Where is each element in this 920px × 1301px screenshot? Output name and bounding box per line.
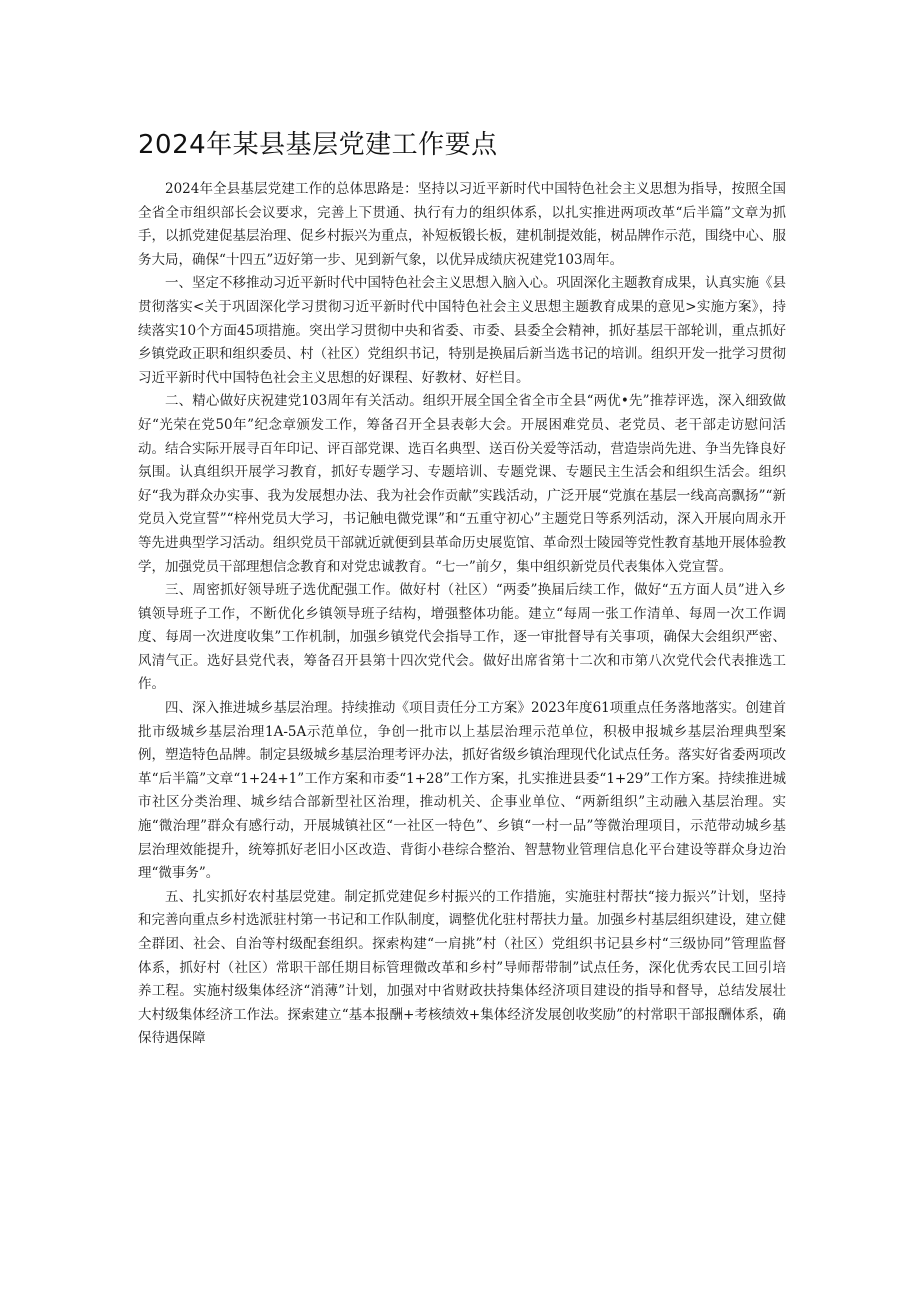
section-2-paragraph: 二、精心做好庆祝建党103周年有关活动。组织开展全国全省全市全县“两优•先”推荐评选，深入细致做好“光荣在党50年”纪念章颁发工作，筹备召开全县表彰大会。开展困难党员、老党员、老干部走访慰问活动。结合实际开展寻百年印记、评百部党课、选百名典型、送百份关爱等活动，营造崇尚先进、争当先锋良好氛围。认真组织开展学习教育，抓好专题学习、专题培训、专题党课、专题民主生活会和组织生活会。组织好“我为群众办实事、我为发展想办法、我为社会作贡献”实践活动，广泛开展“党旗在基层一线高高飘扬”“新党员入党宣誓”“梓州党员大学习，书记触电微党课”和“五重守初心”主题党日等系列活动，深入开展向周永开等先进典型学习活动。组织党员干部就近就便到县革命历史展览馆、革命烈士陵园等党性教育基地开展体验教学，加强党员干部理想信念教育和对党忠诚教育。“七一”前夕，集中组织新党员代表集体入党宣誓。 bbox=[138, 393, 786, 575]
section-5-paragraph: 五、扎实抓好农村基层党建。制定抓党建促乡村振兴的工作措施，实施驻村帮扶“接力振兴”计划，坚持和完善向重点乡村选派驻村第一书记和工作队制度，调整优化驻村帮扶力量。加强乡村基层组织建设，建立健全群团、社会、自治等村级配套组织。探索构建“一肩挑”村（社区）党组织书记县乡村“三级协同”管理监督体系，抓好村（社区）常职干部任期目标管理微改革和乡村”导师帮带制”试点任务，深化优秀农民工回引培养工程。实施村级集体经济“消薄”计划，加强对中省财政扶持集体经济项目建设的指导和督导，总结发展壮大村级集体经济工作法。探索建立“基本报酬+考核绩效+集体经济发展创收奖励”的村常职干部报酬体系，确保待遇保障 bbox=[138, 888, 786, 1047]
section-3-paragraph: 三、周密抓好领导班子选优配强工作。做好村（社区）“两委”换届后续工作，做好“五方面人员”进入乡镇领导班子工作，不断优化乡镇领导班子结构，增强整体功能。建立“每周一张工作清单、每周一次工作调度、每周一次进度收集”工作机制，加强乡镇党代会指导工作，逐一审批督导有关事项，确保大会组织严密、风清气正。选好县党代表，筹备召开县第十四次党代会。做好出席省第十二次和市第八次党代会代表推选工作。 bbox=[138, 582, 786, 693]
document-title: 2024年某县基层党建工作要点 bbox=[138, 130, 498, 160]
section-4-paragraph: 四、深入推进城乡基层治理。持续推动《项目责任分工方案》2023年度61项重点任务落地落实。创建首批市级城乡基层治理1A-5A示范单位，争创一批市以上基层治理示范单位，积极申报城乡基层治理典型案例，塑造特色品牌。制定县级城乡基层治理考评办法，抓好省级乡镇治理现代化试点任务。落实好省委两项改革“后半篇”文章“1+24+1”工作方案和市委“1+28”工作方案，扎实推进县委“1+29”工作方案。持续推进城市社区分类治理、城乡结合部新型社区治理，推动机关、企事业单位、“两新组织”主动融入基层治理。实施“微治理”群众有感行动，开展城镇社区“一社区一特色”、乡镇“一村一品”等微治理项目，示范带动城乡基层治理效能提升，统筹抓好老旧小区改造、背街小巷综合整治、智慧物业管理信息化平台建设等群众身边治理“微事务”。 bbox=[138, 700, 786, 882]
section-1-paragraph: 一、坚定不移推动习近平新时代中国特色社会主义思想入脑入心。巩固深化主题教育成果，认真实施《县贯彻落实<关于巩固深化学习贯彻习近平新时代中国特色社会主义思想主题教育成果的意见>实施方案》，持续落实10个方面45项措施。突出学习贯彻中央和省委、市委、县委全会精神，抓好基层干部轮训，重点抓好乡镇党政正职和组织委员、村（社区）党组织书记，特别是换届后新当选书记的培训。组织开发一批学习贯彻习近平新时代中国特色社会主义思想的好课程、好教材、好栏目。 bbox=[138, 275, 786, 386]
intro-paragraph: 2024年全县基层党建工作的总体思路是：坚持以习近平新时代中国特色社会主义思想为指导，按照全国全省全市组织部长会议要求，完善上下贯通、执行有力的组织体系，以扎实推进两项改革“后半篇”文章为抓手，以抓党建促基层治理、促乡村振兴为重点，补短板锻长板，建机制提效能，树品牌作示范，围绕中心、服务大局，确保“十四五”迈好第一步、见到新气象，以优异成绩庆祝建党103周年。 bbox=[138, 181, 786, 268]
document-body bbox=[138, 178, 786, 1051]
